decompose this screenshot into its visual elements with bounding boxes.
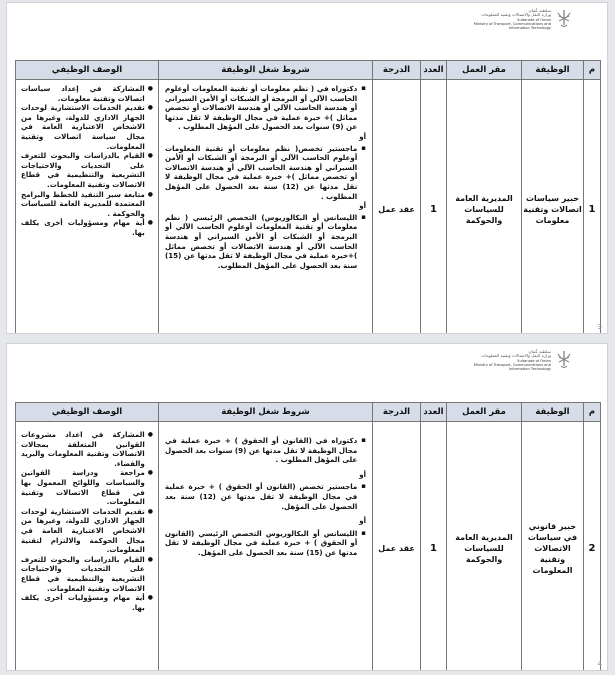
header-num: م [584,61,601,80]
bullet-icon: ▪ [361,212,366,221]
logo-english-line1: Sultanate of Oman [517,17,551,22]
job-title: خبير قانوني في سياسات الاتصالات وتقنية المعلومات [522,422,584,672]
job-grade: عقد عمل [373,80,421,335]
header-num: م [584,403,601,422]
logo-text [474,350,551,371]
description-item: ● متابعة سير التنفيذ للخطط والبرامج المعتمدة للمديرية العامة للسياسات والحوكمة . [21,189,153,218]
bullet-icon: ● [147,219,153,227]
description-item: ● أية مهام ومسؤوليات أخرى يكلف بها. [21,593,153,612]
job-title: خبير سياسات اتصالات وتقنية معلومات [522,80,584,335]
bullet-icon: ▪ [361,143,366,152]
oman-emblem-icon [555,350,573,370]
logo-text [474,9,551,30]
ministry-logo [474,9,573,30]
bullet-icon: ● [147,104,153,112]
description-item: ● القيام بالدراسات والبحوث للتعرف على التحديات والاحتياجات التشريعية والتنظيمية في قطاع الاتصالات وتقنية المعلومات. [21,554,153,593]
work-location: المديرية العامة للسياسات والحوكمة [447,80,522,335]
header-job: الوظيفة [522,61,584,80]
work-location: المديرية العامة للسياسات والحوكمة [447,422,522,672]
bullet-icon: ▪ [361,528,366,537]
description-item: ● مراجعة ودراسة القوانين والسياسات واللوائح المعمول بها في قطاع الاتصالات وتقنية المعلومات. [21,468,153,507]
logo-english-line2: Ministry of Transport, Communications and [473,362,551,367]
jobs-table-page-2 [15,402,601,671]
bullet-icon: ▪ [361,436,366,444]
header-count: العدد [421,403,447,422]
or-label: أو [359,517,366,526]
logo-english-line1: Sultanate of Oman [517,358,551,363]
condition-item: ▪ الليسانس أو البكالوريوس التخصص الرئيسي (القانون أو الحقوق ) + خبرة عملية في مجال الوظيفة لا تقل مدتها عن (15) سنة بعد الحصول على المؤهل. [165,528,366,557]
header-conditions: شروط شغل الوظيفة [159,403,373,422]
description-item: ● المشاركة في اعداد مشروعات القوانين المتعلقة بمجالات الاتصالات وتقنية المعلومات والبريد والفضاء. [21,430,153,468]
oman-emblem-icon [555,9,573,29]
description-item: ● القيام بالدراسات والبحوث للتعرف على التحديات والاحتياجات التشريعية والتنظيمية في قطاع الاتصالات وتقنية المعلومات. [21,151,153,189]
logo-arabic-line1: سلطنة عُمان [528,349,551,354]
header-description: الوصف الوظيفي [16,403,159,422]
bullet-icon: ● [147,152,153,160]
logo-arabic-line2: وزارة النقل والاتصالات وتقنية المعلومات [481,353,551,359]
bullet-icon: ● [147,469,153,477]
bullet-icon: ● [147,85,153,92]
page-number: 4 [597,660,602,668]
header-job: الوظيفة [522,403,584,422]
header-description: الوصف الوظيفي [16,61,159,80]
bullet-icon: ▪ [361,482,366,491]
header-conditions: شروط شغل الوظيفة [159,61,373,80]
header-grade: الدرجة [373,403,421,422]
description-item: ● أية مهام ومسؤوليات أخرى يكلف بها. [21,218,153,237]
header-count: العدد [421,61,447,80]
condition-item: ▪ ماجستير تخصص (القانون أو الحقوق ) + خبرة عملية في مجال الوظيفة لا تقل مدتها عن (12) سنة بعد الحصول على المؤهل. [165,482,366,511]
bullet-icon: ● [147,190,153,198]
description-item: ● المشاركة في إعداد سياسات اتصالات وتقنية معلومات. [21,84,153,103]
condition-item: ▪ دكتوراه في ( نظم معلومات أو تقنية المعلومات أوعلوم الحاسب الآلي أو البرمجة أو الشبكات أو الأمن السيراني أو هندسة الحاسب الآلي أو هندسة الاتصالات أو تخصص مماثل )+ خبرة عملية في مجال الوظيفة لا تقل مدتها عن (9) سنوات بعد الحصول على المؤهل المطلوب . [165,84,366,132]
description-item: ● تقديم الخدمات الاستشارية لوحدات الجهاز الاداري للدولة، وغيرها من الاشخاص الاعتبارية العامة في مجال الحوكمة والالتزام لتقنية المعلومات. [21,506,153,555]
condition-item: ▪ ماجستير تخصص( نظم معلومات أو تقنية المعلومات أوعلوم الحاسب الآلي أو البرمجة أو الشبكات أو الأمن السيراني أو هندسة الحاسب الآلي أو هندسة الاتصالات أو تخصص مماثل )+ خبرة عملية في مجال الوظيفة لا تقل مدتها عن (12) سنة بعد الحصول على المؤهل المطلوب . [165,143,366,201]
row-num: 1 [584,80,601,335]
or-label: أو [359,202,366,211]
header-location: مقر العمل [447,403,522,422]
logo-english-line2: Ministry of Transport, Communications and [473,21,551,26]
vacancy-count: 1 [421,80,447,335]
logo-english-line3: Information Technology [508,26,551,31]
bullet-icon: ● [147,594,153,602]
table-row [16,80,601,335]
document-page-1 [6,2,608,334]
job-description [16,80,159,335]
job-conditions [159,422,373,672]
vacancy-count: 1 [421,422,447,672]
bullet-icon: ● [147,431,153,438]
logo-english-line3: Information Technology [508,367,551,372]
jobs-table-page-1 [15,60,601,334]
document-page-2 [6,343,608,671]
logo-arabic-line1: سلطنة عُمان [528,8,551,13]
table-header-row [16,403,601,422]
job-conditions [159,80,373,335]
row-num: 2 [584,422,601,672]
condition-item: ▪ الليسانس أو البكالوريوس) التخصص الرئيسي ( نظم معلومات أو تقنية المعلومات أوعلوم الحاسب الآلي أو البرمجة أو الشبكات أو الأمن السيراني أو هندسة الحاسب الآلي أو هندسة الاتصالات أو تخصص مماثل )+خبرة عملية في مجال الوظيفة لا تقل مدتها عن (15) سنة بعد الحصول على المؤهل المطلوب. [165,212,366,270]
page-number: 3 [597,323,602,331]
or-label: أو [359,132,366,141]
table-row [16,422,601,672]
ministry-logo [474,350,573,371]
or-label: أو [359,470,366,479]
logo-arabic-line2: وزارة النقل والاتصالات وتقنية المعلومات [481,12,551,18]
table-header-row [16,61,601,80]
header-grade: الدرجة [373,61,421,80]
description-item: ● تقديم الخدمات الاستشارية لوحدات الجهاز الاداري للدولة، وغيرها من الاشخاص الاعتبارية العامة في مجال سياسة اتصالات وتقنية المعلومات. [21,103,153,151]
job-grade: عقد عمل [373,422,421,672]
header-location: مقر العمل [447,61,522,80]
bullet-icon: ● [147,507,153,515]
condition-item: ▪ دكتوراه في (القانون أو الحقوق ) + خبرة عملية في مجال الوظيفة لا تقل مدتها عن (9) سنوات بعد الحصول على المؤهل المطلوب . [165,436,366,465]
bullet-icon: ● [147,555,153,563]
bullet-icon: ▪ [361,84,366,92]
job-description [16,422,159,672]
